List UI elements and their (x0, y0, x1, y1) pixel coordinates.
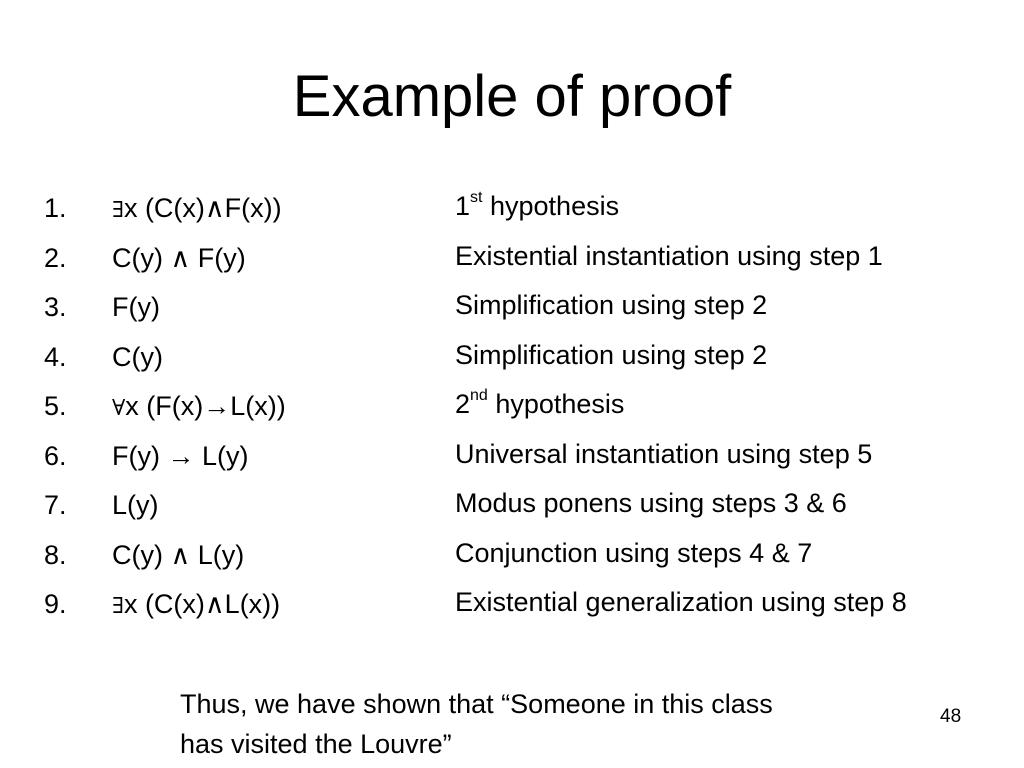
conclusion-text: Thus, we have shown that “Someone in this class has visited the Louvre” (180, 689, 773, 759)
step-number: 4. (44, 341, 67, 372)
reason-text: hypothesis (495, 389, 625, 419)
proof-step-2 (0, 236, 1024, 286)
step-reason: Conjunction using steps 4 & 7 (455, 537, 813, 568)
step-reason: Existential instantiation using step 1 (455, 240, 883, 271)
proof-step-3 (0, 285, 1024, 335)
step-reason: Modus ponens using steps 3 & 6 (455, 488, 847, 518)
formula-text: x (C(x)∧F(x)) (123, 193, 282, 223)
step-formula (112, 384, 286, 431)
proof-step-8 (0, 533, 1024, 583)
formula-text: x (C(x)∧L(x)) (123, 589, 281, 619)
forall-symbol: ∀ (112, 396, 126, 421)
step-reason: Simplification using step 2 (455, 290, 768, 320)
slide-page-number: 48 (940, 706, 962, 727)
ordinal-number: 1 (455, 191, 471, 221)
exists-symbol: ∃ (112, 594, 124, 619)
ordinal-suffix: st (470, 189, 483, 206)
proof-step-5 (0, 384, 1024, 434)
proof-step-1 (0, 186, 1024, 236)
step-formula: L(y) (112, 490, 159, 520)
step-number: 8. (44, 539, 67, 570)
ordinal-suffix: nd (470, 387, 488, 404)
step-formula: F(y) → L(y) (112, 440, 249, 471)
reason-text: hypothesis (490, 191, 620, 221)
step-reason: Simplification using step 2 (455, 339, 768, 370)
step-formula: C(y) ∧ L(y) (112, 539, 245, 570)
exists-symbol: ∃ (112, 198, 124, 223)
step-formula (112, 186, 282, 233)
step-reason: Universal instantiation using step 5 (455, 438, 873, 469)
step-reason: Existential generalization using step 8 (455, 587, 907, 617)
slide-title: Example of proof (292, 64, 732, 129)
proof-step-9 (0, 582, 1024, 674)
step-number: 3. (44, 292, 67, 322)
step-reason (455, 186, 975, 227)
step-number: 6. (44, 440, 67, 471)
proof-steps-list (0, 186, 1024, 674)
ordinal-number: 2 (455, 389, 471, 419)
step-formula (112, 582, 280, 629)
proof-step-4 (0, 335, 1024, 385)
step-reason (455, 384, 975, 425)
step-formula: C(y) (112, 341, 163, 372)
step-formula: C(y) ∧ F(y) (112, 242, 246, 273)
step-formula: F(y) (112, 292, 160, 322)
formula-text: x (F(x)→L(x)) (125, 391, 286, 421)
step-number: 9. (44, 589, 67, 619)
step-number: 1. (44, 193, 67, 223)
proof-step-7 (0, 483, 1024, 533)
step-number: 5. (44, 391, 67, 421)
step-number: 7. (44, 490, 67, 520)
proof-step-6 (0, 434, 1024, 484)
step-number: 2. (44, 242, 67, 273)
